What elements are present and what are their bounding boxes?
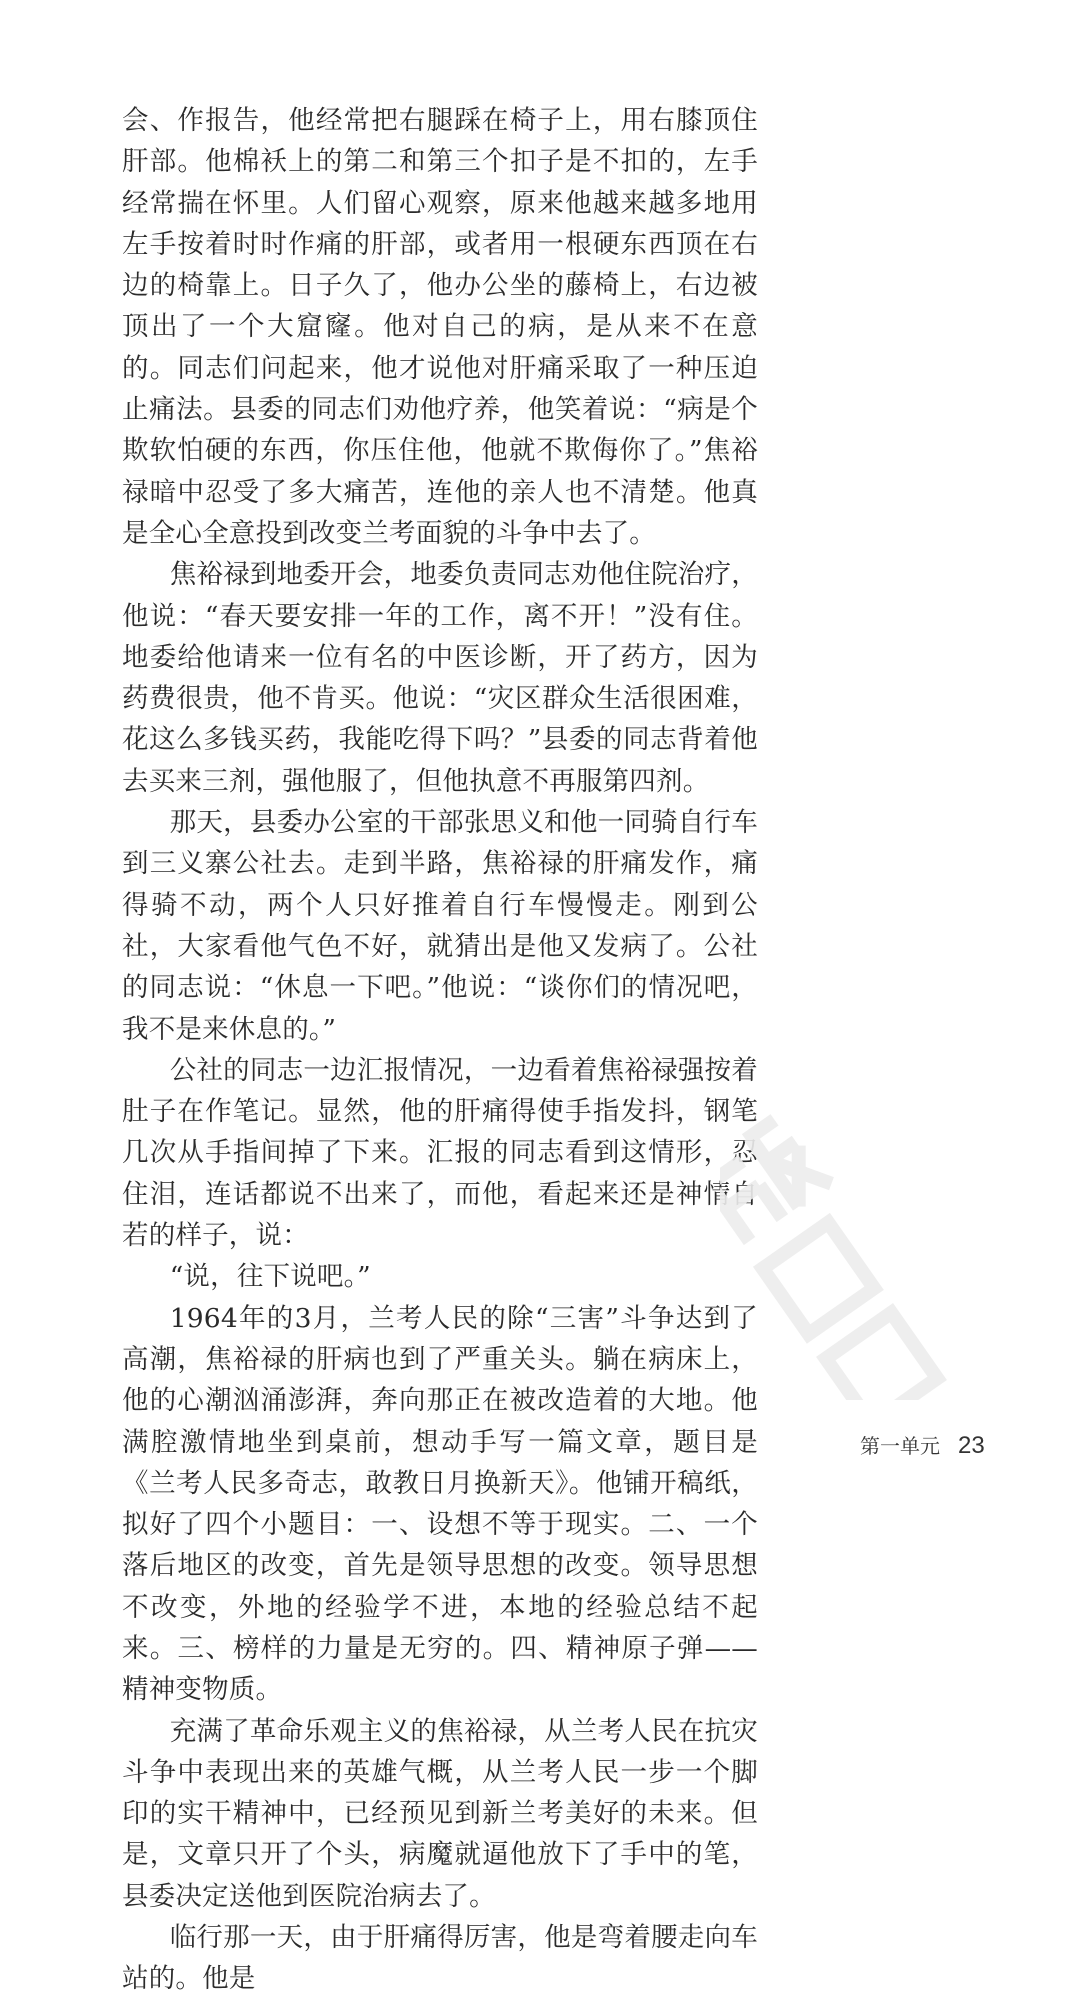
page-footer (860, 1430, 985, 1460)
paragraph: 1964年的3月，兰考人民的除“三害”斗争达到了高潮，焦裕禄的肝病也到了严重关头。躺在病床上，他的心潮汹涌澎湃，奔向那正在被改造着的大地。他满腔激情地坐到桌前，想动手写一篇文章，题目是《兰考人民多奇志，敢教日月换新天》。他铺开稿纸，拟好了四个小题目：一、设想不等于现实。二、一个落后地区的改变，首先是领导思想的改变。领导思想不改变，外地的经验学不进，本地的经验总结不起来。三、榜样的力量是无穷的。四、精神原子弹——精神变物质。 (122, 1302, 758, 1706)
page-number: 23 (958, 1432, 985, 1459)
paragraph: 焦裕禄到地委开会，地委负责同志劝他住院治疗，他说：“春天要安排一年的工作，离不开！”没有住。地委给他请来一位有名的中医诊断，开了药方，因为药费很贵，他不肯买。他说：“灾区群众生活很困难，花这么多钱买药，我能吃得下吗？”县委的同志背着他去买来三剂，强他服了，但他执意不再服第四剂。 (122, 559, 758, 797)
unit-label: 第一单元 (860, 1434, 940, 1458)
paragraph: 会、作报告，他经常把右腿踩在椅子上，用右膝顶住肝部。他棉袄上的第二和第三个扣子是不扣的，左手经常揣在怀里。人们留心观察，原来他越来越多地用左手按着时时作痛的肝部，或者用一根硬东西顶在右边的椅靠上。日子久了，他办公坐的藤椅上，右边被顶出了一个大窟窿。他对自己的病，是从来不在意的。同志们问起来，他才说他对肝痛采取了一种压迫止痛法。县委的同志们劝他疗养，他笑着说：“病是个欺软怕硬的东西，你压住他，他就不欺侮你了。”焦裕禄暗中忍受了多大痛苦，连他的亲人也不清楚。他真是全心全意投到改变兰考面貌的斗争中去了。 (122, 105, 758, 549)
watermark-glyph (763, 1223, 874, 1334)
watermark (720, 1060, 1020, 1400)
paragraph: 公社的同志一边汇报情况，一边看着焦裕禄强按着肚子在作笔记。显然，他的肝痛得使手指发抖，钢笔几次从手指间掉了下来。汇报的同志看到这情形，忍住泪，连话都说不出来了，而他，看起来还是神情自若的样子，说： (122, 1054, 758, 1252)
paragraph: “说，往下说吧。” (169, 1261, 371, 1293)
watermark-glyph (720, 1110, 831, 1241)
text-column (122, 100, 758, 2000)
paragraph: 那天，县委办公室的干部张思义和他一同骑自行车到三义寨公社去。走到半路，焦裕禄的肝痛发作，痛得骑不动，两个人只好推着自行车慢慢走。刚到公社，大家看他气色不好，就猜出是他又发病了。公社的同志说：“休息一下吧。”他说：“谈你们的情况吧，我不是来休息的。” (122, 807, 758, 1045)
watermark-glyph (826, 1313, 937, 1400)
paragraph: 临行那一天，由于肝痛得厉害，他是弯着腰走向车站的。他是 (122, 1922, 758, 1995)
paragraph: 充满了革命乐观主义的焦裕禄，从兰考人民在抗灾斗争中表现出来的英雄气概，从兰考人民一步一个脚印的实干精神中，已经预见到新兰考美好的未来。但是，文章只开了个头，病魔就逼他放下了手中的笔，县委决定送他到医院治病去了。 (122, 1715, 758, 1912)
